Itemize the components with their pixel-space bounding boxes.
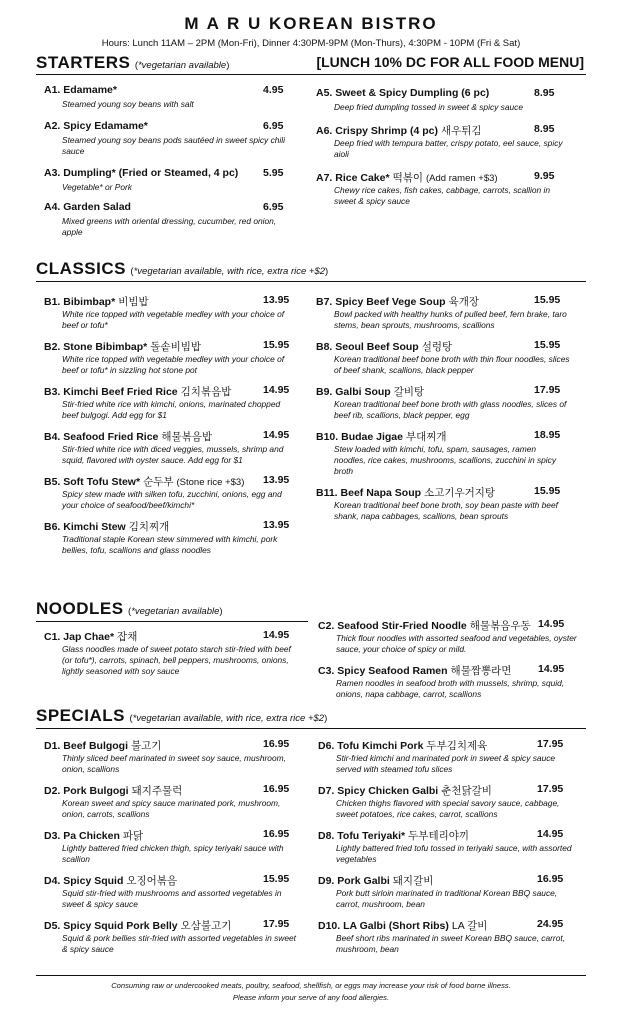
- item-korean-name: 부대찌개: [405, 431, 447, 443]
- item-code: B1.: [44, 296, 61, 308]
- item-price: 16.95: [537, 873, 564, 885]
- item-code: C3.: [318, 665, 335, 677]
- item-price: 15.95: [263, 873, 290, 885]
- starters-header: STARTERS (*vegetarian available): [36, 53, 230, 72]
- menu-item: [316, 339, 570, 376]
- item-code: D3.: [44, 830, 61, 842]
- menu-item-header: [318, 663, 582, 678]
- menu-item-header: [316, 170, 566, 185]
- item-description: Chewy rice cakes, fish cakes, cabbage, carrots, scallion in sweet & spicy sauce: [334, 185, 550, 206]
- item-description: Squid stir-fried with mushrooms and assorted vegetables in sweet & spicy sauce: [62, 888, 282, 909]
- item-code: B7.: [316, 296, 333, 308]
- item-name: Spicy Edamame*: [63, 120, 148, 132]
- item-name: Pork Bulgogi: [63, 785, 129, 797]
- specials-header: SPECIALS (*vegetarian available, with rice, extra rice +$2): [36, 706, 328, 725]
- menu-item: [316, 87, 566, 113]
- menu-item: [316, 485, 570, 522]
- menu-item: [318, 618, 582, 655]
- item-name: LA Galbi (Short Ribs): [343, 920, 449, 932]
- section-title: SPECIALS: [36, 706, 126, 725]
- item-korean-name: 춘천닭갈비: [441, 785, 492, 797]
- item-korean-name: LA 갈비: [451, 920, 488, 932]
- item-description: Mixed greens with oriental dressing, cucumber, red onion, apple: [62, 216, 277, 237]
- divider: [36, 281, 586, 282]
- item-korean-name: 새우튀김: [440, 125, 482, 137]
- menu-item: [44, 167, 288, 193]
- item-price: 14.95: [263, 429, 290, 441]
- item-price: 13.95: [263, 294, 290, 306]
- menu-item-header: [316, 294, 570, 309]
- item-price: 14.95: [263, 629, 290, 641]
- menu-item-header: [44, 629, 298, 644]
- item-name: Seoul Beef Soup: [335, 341, 419, 353]
- item-korean-name: 김치찌개: [128, 521, 170, 533]
- menu-item-header: [318, 618, 582, 633]
- item-korean-name: 순두부: [143, 476, 174, 488]
- restaurant-title: M A R U KOREAN BISTRO: [184, 14, 438, 33]
- menu-item-header: [44, 167, 288, 182]
- item-name: Crispy Shrimp (4 pc): [335, 125, 438, 137]
- menu-item-header: [318, 828, 572, 843]
- classics-left-column: [44, 294, 298, 556]
- item-korean-name: 파닭: [122, 830, 144, 842]
- item-code: B10.: [316, 431, 339, 443]
- item-name: Garden Salad: [63, 201, 131, 213]
- item-description: Korean traditional beef bone broth with thin flour noodles, slices of beef shank, scallions, black pepper: [334, 354, 570, 375]
- menu-item-header: [318, 873, 572, 888]
- item-description: Steamed young soy beans with salt: [62, 99, 194, 109]
- menu-item-header: [316, 485, 570, 500]
- menu-item: [316, 294, 570, 331]
- item-description: Lightly battered fried tofu tossed in teriyaki sauce, with assorted vegetables: [336, 843, 572, 864]
- menu-item: [318, 918, 572, 955]
- item-description: Korean traditional beef bone broth with glass noodles, slices of beef rib, scallions, black pepper, egg: [334, 399, 567, 420]
- item-name: Kimchi Beef Fried Rice: [63, 386, 178, 398]
- item-name: Seafood Stir-Fried Noodle: [337, 620, 467, 632]
- item-korean-name: 잡채: [117, 631, 138, 643]
- menu-item: [316, 384, 570, 421]
- item-price: 5.95: [263, 167, 284, 179]
- menu-item-header: [44, 918, 298, 933]
- item-name: Kimchi Stew: [63, 521, 126, 533]
- menu-item: [44, 429, 298, 466]
- item-price: 17.95: [263, 918, 290, 930]
- item-name: Jap Chae*: [63, 631, 115, 643]
- item-korean-name: 김치볶음밥: [180, 386, 232, 398]
- item-description: Vegetable* or Pork: [62, 182, 132, 192]
- item-name: Pork Galbi: [337, 875, 390, 887]
- item-name: Beef Napa Soup: [340, 487, 422, 499]
- item-description: Beef short ribs marinated in sweet Korean BBQ sauce, carrot, mushroom, bean: [336, 933, 566, 954]
- menu-item-header: [44, 828, 298, 843]
- menu-item: [44, 629, 298, 677]
- menu-item: [44, 384, 298, 421]
- item-code: D2.: [44, 785, 61, 797]
- item-code: B9.: [316, 386, 333, 398]
- item-description: Deep fried dumpling tossed in sweet & spicy sauce: [334, 102, 524, 112]
- item-code: D4.: [44, 875, 61, 887]
- item-code: A7.: [316, 172, 333, 184]
- item-korean-name: 돌솥비빔밥: [150, 341, 201, 353]
- section-note: *vegetarian available: [137, 60, 227, 71]
- section-note: *vegetarian available, with rice, extra rice +$2: [133, 266, 326, 277]
- menu-item-header: [44, 120, 288, 135]
- item-name: Seafood Fried Rice: [63, 431, 159, 443]
- item-price: 6.95: [263, 120, 284, 132]
- menu-item-header: [44, 339, 298, 354]
- item-code: C2.: [318, 620, 335, 632]
- specials-right-column: [318, 738, 572, 955]
- menu-item-header: [44, 201, 288, 216]
- menu-item-header: [44, 294, 298, 309]
- item-description: Thick flour noodles with assorted seafood and vegetables, oyster sauce, your choice of spicy or mild.: [336, 633, 577, 654]
- menu-item-header: [44, 873, 298, 888]
- item-name: Tofu Teriyaki*: [337, 830, 406, 842]
- starters-left-column: [44, 84, 288, 238]
- section-title: NOODLES: [36, 599, 124, 618]
- item-description: Thinly sliced beef marinated in sweet soy sauce, mushroom, onion, scallions: [62, 753, 286, 774]
- menu-item-header: [44, 84, 288, 99]
- item-price: 15.95: [534, 485, 561, 497]
- menu-item: [44, 828, 298, 865]
- starters-right-column: [316, 87, 566, 207]
- item-name: Pa Chicken: [63, 830, 120, 842]
- item-korean-name: 두부김치제육: [426, 740, 488, 752]
- menu-item: [44, 201, 288, 238]
- item-korean-name: 해물볶음우동: [469, 620, 531, 632]
- menu-item: [318, 828, 572, 865]
- item-korean-name: 해물볶음밥: [161, 431, 213, 443]
- item-extra-option: (Stone rice +$3): [176, 477, 245, 488]
- item-price: 6.95: [263, 201, 284, 213]
- item-name: Rice Cake*: [335, 172, 390, 184]
- item-name: Budae Jigae: [341, 431, 403, 443]
- item-name: Spicy Seafood Ramen: [337, 665, 448, 677]
- section-title: STARTERS: [36, 53, 131, 72]
- item-description: Steamed young soy beans pods sautéed in sweet spicy chili sauce: [62, 135, 286, 156]
- menu-item: [44, 120, 288, 157]
- menu-item: [318, 783, 572, 820]
- item-description: Traditional staple Korean stew simmered with kimchi, pork bellies, tofu, scallions and glass noodles: [62, 534, 278, 555]
- menu-item-header: [44, 783, 298, 798]
- item-code: A4.: [44, 201, 61, 213]
- divider: [36, 975, 586, 976]
- menu-item: [44, 873, 298, 910]
- specials-left-column: [44, 738, 298, 955]
- item-name: Beef Bulgogi: [63, 740, 129, 752]
- menu-item-header: [316, 123, 566, 138]
- menu-item: [44, 519, 298, 556]
- item-code: B4.: [44, 431, 61, 443]
- item-name: Stone Bibimbap*: [63, 341, 148, 353]
- item-description: Deep fried with tempura batter, crispy potato, eel sauce, spicy aioli: [334, 138, 563, 159]
- item-code: D8.: [318, 830, 335, 842]
- item-name: Bibimbap*: [63, 296, 116, 308]
- item-name: Tofu Kimchi Pork: [337, 740, 424, 752]
- item-price: 17.95: [537, 783, 564, 795]
- item-name: Dumpling* (Fried or Steamed, 4 pc): [63, 167, 239, 179]
- menu-item: [44, 783, 298, 820]
- hours-text: Hours: Lunch 11AM – 2PM (Mon-Fri), Dinner 4:30PM-9PM (Mon-Thurs), 4:30PM - 10PM (Fri & Sat): [101, 38, 521, 49]
- divider: [36, 74, 586, 75]
- classics-right-column: [316, 294, 570, 522]
- item-name: Galbi Soup: [335, 386, 391, 398]
- item-name: Soft Tofu Stew*: [63, 476, 141, 488]
- item-korean-name: 비빔밥: [118, 296, 149, 308]
- item-description: White rice topped with vegetable medley with your choice of beef or tofu* in sizzling hot stone pot: [62, 354, 285, 375]
- item-code: A5.: [316, 87, 333, 99]
- menu-item-header: [44, 384, 298, 399]
- item-name: Spicy Beef Vege Soup: [335, 296, 446, 308]
- item-code: A3.: [44, 167, 61, 179]
- item-price: 13.95: [263, 519, 290, 531]
- item-code: B11.: [316, 487, 338, 499]
- item-code: A6.: [316, 125, 333, 137]
- menu-item-header: [318, 783, 572, 798]
- item-korean-name: 오징어볶음: [126, 875, 178, 887]
- menu-item: [44, 339, 298, 376]
- item-code: D6.: [318, 740, 335, 752]
- menu-item-header: [318, 738, 572, 753]
- item-korean-name: 갈비탕: [393, 386, 425, 398]
- item-description: Squid & pork bellies stir-fried with assorted vegetables in sweet & spicy sauce: [62, 933, 296, 954]
- noodles-left-column: [44, 629, 298, 677]
- item-price: 4.95: [263, 84, 284, 96]
- item-price: 17.95: [537, 738, 564, 750]
- item-name: Spicy Squid: [63, 875, 124, 887]
- menu-item-header: [44, 474, 298, 489]
- item-code: B6.: [44, 521, 61, 533]
- item-korean-name: 돼지갈비: [392, 875, 434, 887]
- section-title: CLASSICS: [36, 259, 126, 278]
- item-code: B3.: [44, 386, 61, 398]
- item-name: Sweet & Spicy Dumpling (6 pc): [335, 87, 490, 99]
- item-price: 16.95: [263, 783, 290, 795]
- item-code: B5.: [44, 476, 61, 488]
- item-name: Spicy Squid Pork Belly: [63, 920, 178, 932]
- menu-item-header: [316, 384, 570, 399]
- item-price: 9.95: [534, 170, 555, 182]
- classics-header: CLASSICS (*vegetarian available, with rice, extra rice +$2): [36, 259, 329, 278]
- item-price: 8.95: [534, 87, 555, 99]
- menu-item-header: [318, 918, 572, 933]
- item-code: B8.: [316, 341, 333, 353]
- menu-item: [318, 738, 572, 775]
- menu-item-header: [316, 339, 570, 354]
- item-code: D1.: [44, 740, 61, 752]
- menu-item-header: [44, 738, 298, 753]
- item-description: Bowl packed with healthy hunks of pulled beef, fern brake, taro stems, bean sprouts, mushrooms, scallions: [334, 309, 567, 330]
- menu-item: [316, 429, 570, 477]
- item-code: D7.: [318, 785, 335, 797]
- menu-item: [44, 474, 298, 511]
- item-code: D10.: [318, 920, 341, 932]
- lunch-promo: [LUNCH 10% DC FOR ALL FOOD MENU]: [316, 54, 584, 70]
- item-price: 15.95: [534, 339, 561, 351]
- item-description: Ramen noodles in seafood broth with mussels, shrimp, squid, onions, napa cabbage, carrot, scallions: [336, 678, 565, 699]
- menu-item-header: [44, 429, 298, 444]
- item-description: Spicy stew made with silken tofu, zucchini, onions, egg and your choice of seafood/beef/kimchi*: [62, 489, 282, 510]
- item-description: Korean traditional beef bone broth, soy bean paste with beef shank, napa cabbages, scallions, bean sprouts: [334, 500, 558, 521]
- item-price: 18.95: [534, 429, 561, 441]
- item-korean-name: 설렁탕: [421, 341, 453, 353]
- menu-item: [316, 170, 566, 207]
- divider: [36, 728, 586, 729]
- item-description: Chicken thighs flavored with special savory sauce, cabbage, sweet potatoes, rice cakes, carrot, scallions: [336, 798, 560, 819]
- item-price: 14.95: [263, 384, 290, 396]
- item-korean-name: 두부테리야끼: [408, 830, 470, 842]
- item-description: White rice topped with vegetable medley with your choice of beef or tofu*: [62, 309, 285, 330]
- menu-item: [44, 294, 298, 331]
- item-description: Korean sweet and spicy sauce marinated pork, mushroom, onion, carrots, scallions: [62, 798, 281, 819]
- item-description: Glass noodles made of sweet potato starch stir-fried with beef (or tofu*), carrots, spinach, bell peppers, mushrooms, onions, lightly seasoned with soy sauce: [62, 644, 291, 676]
- item-price: 14.95: [538, 618, 565, 630]
- item-code: A2.: [44, 120, 61, 132]
- item-price: 16.95: [263, 828, 290, 840]
- item-extra-option: (Add ramen +$3): [426, 173, 498, 184]
- item-description: Pork butt sirloin marinated in traditional Korean BBQ sauce, carrot, mushroom, bean: [336, 888, 558, 909]
- divider: [36, 621, 308, 622]
- menu-item-header: [316, 87, 566, 102]
- menu-item: [44, 918, 298, 955]
- item-description: Stir-fried kimchi and marinated pork in sweet & spicy sauce served with steamed tofu slices: [336, 753, 556, 774]
- item-korean-name: 소고기우거지탕: [424, 487, 496, 499]
- item-korean-name: 오삼불고기: [180, 920, 232, 932]
- item-price: 24.95: [537, 918, 564, 930]
- item-price: 8.95: [534, 123, 555, 135]
- item-price: 13.95: [263, 474, 290, 486]
- menu-item-header: [316, 429, 570, 444]
- item-code: A1.: [44, 84, 61, 96]
- food-safety-notice: Consuming raw or undercooked meats, poultry, seafood, shellfish, or eggs may increase your risk of food borne illness.: [111, 981, 511, 990]
- item-price: 15.95: [534, 294, 561, 306]
- item-price: 15.95: [263, 339, 290, 351]
- item-price: 14.95: [538, 663, 565, 675]
- section-note: *vegetarian available, with rice, extra rice +$2: [132, 713, 325, 724]
- item-description: Stew loaded with kimchi, tofu, spam, sausages, ramen noodles, rice cakes, mushrooms, scallions, zucchini in spicy broth: [334, 444, 557, 476]
- item-code: C1.: [44, 631, 61, 643]
- item-korean-name: 떡볶이: [392, 172, 423, 184]
- item-code: D5.: [44, 920, 61, 932]
- item-description: Stir-fried white rice with diced veggies, mussels, shrimp and squid, flavored with oyster sauce. Add egg for $1: [62, 444, 284, 465]
- item-korean-name: 돼지주물럭: [131, 785, 183, 797]
- item-name: Spicy Chicken Galbi: [337, 785, 439, 797]
- menu-item: [44, 84, 288, 110]
- item-price: 14.95: [537, 828, 564, 840]
- section-note: *vegetarian available: [131, 606, 220, 617]
- item-price: 16.95: [263, 738, 290, 750]
- item-korean-name: 해물짬뽕라면: [450, 665, 512, 677]
- menu-item: [318, 873, 572, 910]
- menu-item: [316, 123, 566, 160]
- item-korean-name: 불고기: [131, 740, 162, 752]
- item-description: Lightly battered fried chicken thigh, spicy teriyaki sauce with scallion: [62, 843, 284, 864]
- item-price: 17.95: [534, 384, 561, 396]
- noodles-right-column: [318, 618, 582, 700]
- allergy-notice: Please inform your serve of any food allergies.: [232, 993, 390, 1002]
- item-name: Edamame*: [63, 84, 117, 96]
- item-description: Stir-fried white rice with kimchi, onions, marinated chopped beef bulgogi. Add egg for $1: [62, 399, 281, 420]
- menu-item-header: [44, 519, 298, 534]
- item-code: D9.: [318, 875, 335, 887]
- noodles-header: NOODLES (*vegetarian available): [36, 599, 223, 618]
- item-korean-name: 육개장: [448, 296, 479, 308]
- item-code: B2.: [44, 341, 61, 353]
- menu-item: [44, 738, 298, 775]
- menu-item: [318, 663, 582, 700]
